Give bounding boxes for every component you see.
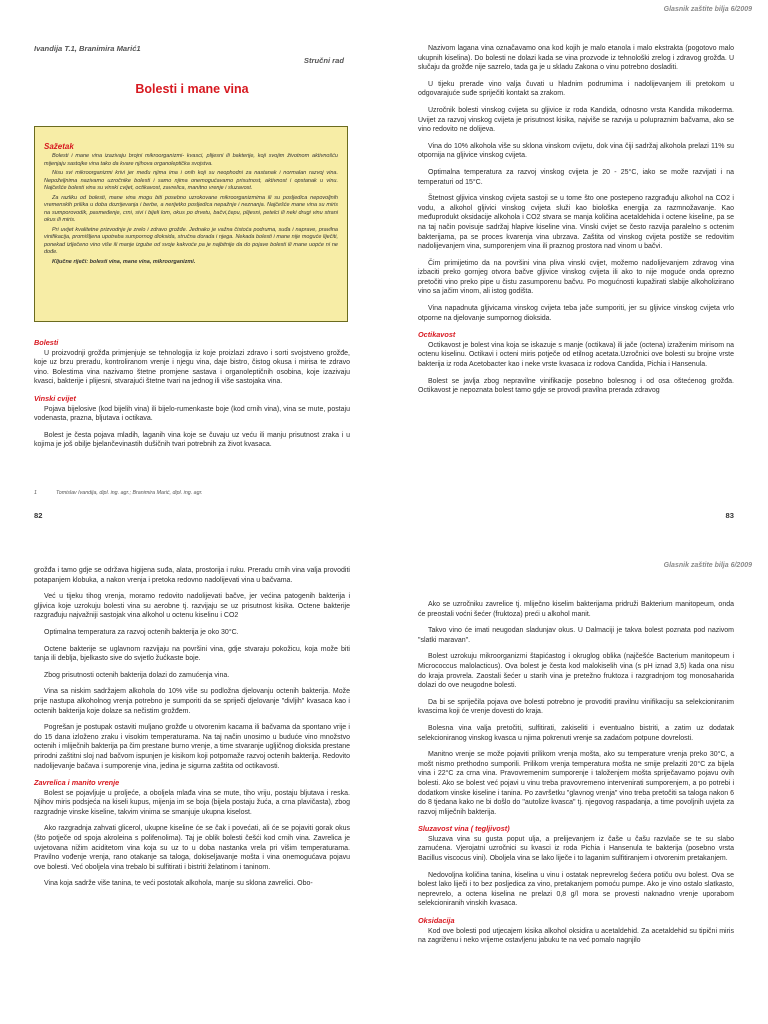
paragraph: Već u tijeku tihog vrenja, moramo redovito nadolijevati bačve, jer većina patogenih bakterija i gljivica koje uzrokuju bolesti vina su aerobne tj. razvijaju se uz prisutnost kisika. Octene bakterije razgrađuju najvažniji sastojak vina alkohol u octenu kiselinu i CO2 [34,593,350,620]
footnote-number: 1 [34,490,37,496]
abstract-box [34,126,348,322]
abstract-paragraph: Za razliku od bolesti, mane vina mogu biti posebno uzrokovane mikroorganizmima ili su posljedica nepovoljnih vremenskih prilika u doba dozrijevanja i berbe, a nerijetko posljedica nepažnje i neznanja. Najčešće mane vina su miris na sumporovodik, pasmeđenje, crni, sivi i bijeli lom, okus po drvetu, bačvi,čepu, plijesni, petelci ili neki drugi vinu strani okus ili miris. [44,194,338,223]
paragraph: Čim primijetimo da na površini vina pliva vinski cvijet, možemo nadolijevanjem zdravog vina izbaciti preko gornjeg otvora bačve gljivice vinskog cvijeta ili ako to nije moguće onda oprezno pretočiti vino preko pipe u čistu zasumporenu bačvu. Po mogućnosti kupažirati slabije alkoholizirano vino sa jačim vinom, ali istog godišta. [418,259,734,296]
paragraph: Uzročnik bolesti vinskog cvijeta su gljivice iz roda Kandida, odnosno vrsta Kandida mikoderma. Uvijet za razvoj vinskog cvijeta je prisutnost kisika, najviše se razvija u polupraznim bačvama, ako se vino redovito ne dolijeva. [418,106,734,134]
page-number: 82 [34,511,43,520]
section-heading: Vinski cvijet [34,393,76,403]
keywords: Ključne riječi: bolesti vina, mane vina, mikroorganizmi. [52,258,196,265]
paragraph: Ako se uzročniku zavrelice tj. mliječno kiselim bakterijama pridruži Bakterium manitopeum, onda će preostali voćni šećer (fruktoza) preći u alkohol manit. [418,601,734,618]
paragraph: Bolest uzrokuju mikroorganizmi štapićastog i okruglog oblika (najčešće Bacterium manitopeum i Micrococcus malolacticus). Ova bolest je česta kod malokiselih vina (s pH iznad 3,5) kada ona nisu do kraja provrela. Zaostali šećer u starih vina je pretežno fruktoza i razgradnjom tog monosaharida dolazi do ove neugodne bolesti. [418,653,734,690]
paragraph: Da bi se spriječila pojava ove bolesti potrebno je provoditi pravilnu vinifikaciju sa selekcioniranim kvascima koji će vrenje dovesti do kraja. [418,698,734,716]
paragraph: Octikavost je bolest vina koja se iskazuje s manje (octikava) ili jače (octena) izraženim mirisom na octenu kiselinu. Octikavi i octeni miris potječe od etilnog acetata.Uzročnici ove bolesti su brojne vrste bakterija iz roda Acetobacter kao i neke vrste kvasaca iz rodova Candida, Pichia i Hansenula. [418,341,734,369]
page-82 [0,0,384,540]
paragraph: Bolesna vina valja pretočiti, sulfitirati, zakiseliti i eventualno bistriti, a zatim uz dodatak selekcioniranog vinskog kvasca u njima pokrenuti vrenje sa zadaćom potpune dovrelosti. [418,724,734,742]
paragraph: Octene bakterije se uglavnom razvijaju na površini vina, gdje stvaraju pokožicu, koja može biti tanja ili deblja, bjelkasto sive do svjetlo žućkaste boje. [34,645,350,663]
paragraph: Pogrešan je postupak ostaviti muljano grožđe u otvorenim kacama ili bačvama da spontano vrije i do 15 dana izloženo zraku i visokim temperaturama. Na taj način unosimo u buduće vino množstvo octenih i mliječnih bakterija pa čim prestane burno vrenje, a time stvaranje ugljičnog dioksida prestane prirodni zaštitni sloj nad bačvom ispunjen je kisikom koji potpomaže razvoj octenih bakterija. Redovito nadolijevanje bačava i sumporenje vina, jedina je sigurna zaštita od octikavosti. [34,724,350,770]
paragraph: U proizvodnji grožđa primjenjuje se tehnologija iz koje proizlazi zdravo i sorti svojstveno grožđe, koje uz brzu preradu, kontroliranom vrenje i njegu vina, daje bistro, čistog okusa i mirisa te zdravo vino. Bolestima vina nazivamo štetne promjene sastava i organoleptičnih osobina, koje izazivaju kvasci, bakterije i plijesni, stvarajući štetne tvari na jednog ili više sastojaka vina. [34,349,350,386]
paragraph: Bolest se javlja zbog nepravilne vinifikacije posebno bolesnog i od osa oštećenog grožđa. Octikavost je nepoznata bolest tamo gdje se provodi pravilna prerada zdravog [418,377,734,395]
paragraph: Štetnost gljivica vinskog cvijeta sastoji se u tome što one postepeno razgrađuju alkohol na CO2 i vodu, a alkohol gljivici vinskog cvijeta služi kao biološka energija za razmnožavanje. Kao međuprodukt oksidacije alkohola i CO2 stvara se manja količina acetaldehida i octene kiseline, pa se na taj način povisuje sadržaj hlapive kiseline vina. Vinski cvijet se često razvija paralelno s octenim bakterijama, pa se proces kvarenja vina ubrzava. Zaštita od vinskog cvijeta postiže se redovitim nadolijevanjem vina, sumporenjem vina ili praznog prostora nad vinom u bačvi. [418,195,734,251]
paragraph: Bolest se pojavljuje u proljeće, a oboljela mlađa vina se mute, tiho vriju, postaju bljutava i reska. Njihov miris podsjeća na kiseli kupus, mijenja im se boja (bijela postaju žuća, a crna plavičasta), zbog razgradnje vinske kiseline, takvim vinima se smanjuje ukupna kiselost. [34,789,350,816]
running-header: Glasnik zaštite bilja 6/2009 [663,562,752,569]
paragraph: Vina napadnuta gljivicama vinskog cvijeta teba jače sumporiti, jer su gljivice vinskog cvijeta vrlo otporne na djelovanje sumpornog dioksida. [418,305,734,322]
section-heading: Zavrelica i manito vrenje [34,778,120,788]
paragraph: Vina koja sadrže više tanina, te veći postotak alkohola, manje su sklona zavrelici. Obo- [44,880,313,888]
abstract-paragraph: Bolesti i mane vina izazivaju brojni mikroorganizmi- kvasci, plijesni ili bakterije, koji svojim životnom aktivnošću mijenjaju sastojke vina tako da kvare njihova organoleptička svojstva. [44,153,338,167]
page-83 [384,0,768,540]
body-column [34,332,350,457]
paragraph: Zbog prisutnosti octenih bakterija dolazi do zamućenja vina. [44,671,230,679]
body-column [418,600,734,953]
paper-type: Stručni rad [303,56,344,65]
abstract-paragraph: Nisu svi mikroorganizmi krivi jer među njima ima i onih koji su neophodni za nastanak i normalan razvoj vina. Nepoželjnima nazivamo uzročnike bolesti i samo njima onemogućavamo prisutnost, aktivnost i opstanak u vinu. Najčešće bolesti vina su vinski cvijet, octikavost, zavrelica, manitno vrenje i sluzavost. [44,170,338,191]
paragraph: Optimalna temperatura za razvoj vinskog cvijeta je 20 - 25°C, iako se može razvijati i na temperaturi od 15°C. [418,168,734,186]
paragraph: Vina sa niskim sadržajem alkohola do 10% više su podložna djelovanju octenih bakterija. Može prije nastupa alkoholnog vrenja potrebno je sumporiti da se spriječi djelovanje "divljih" kvasaca kao i octenih bakterija koje dolaze sa nečistim grožđem. [34,688,350,715]
paragraph: Kod ove bolesti pod utjecajem kisika alkohol oksidira u acetaldehid. Za acetaldehid su tipični miris na zagriženu i neko vrijeme ostavljenu jabuku te na već pomalo nagnjilo [418,927,734,945]
body-column [418,44,734,403]
paragraph: Vina do 10% alkohola više su sklona vinskom cvijetu, dok vina čiji sadržaj alkohola prelazi 11% su otpornija na gljivice vinskog cvijeta. [418,142,734,160]
paragraph: U tijeku prerade vino valja čuvati u hladnim podrumima i nadolijevanjem ili pretokom u odgovarajuće suđe spriječiti kontakt sa zrakom. [418,80,734,98]
running-header: Glasnik zaštite bilja 6/2009 [663,6,752,13]
paragraph: Ako razgradnja zahvati glicerol, ukupne kiseline će se čak i povećati, ali će se pojaviti gorak okus (što potječe od spoja akroleina s polifenolima). Taj je oblik bolesti češći kod crnih vina. Zavrelica je uvjetovana nižim aciditetom vina koja su uz to u doba nastanka vrela pri višim temperaturama. Pravilno vođenje vrenja, rano otakanje sa taloga, dokiseljavanje mošta i vina onemogućava pojavu ove bolesti. Već oboljela vina trebalo bi sulfitirati i bistriti želatinom i taninom. [34,825,350,871]
paragraph: grožđa i tamo gdje se održava higijena suđa, alata, prostorija i ruku. Preradu crnih vina valja provoditi potapanjem klobuka, a nakon vrenja i pretoka redovno nadolijevati vina u bačvama. [34,567,350,584]
section-heading: Oksidacija [418,916,455,926]
authors: Ivandija T.1, Branimira Marić1 [34,44,141,53]
abstract-heading: Sažetak [44,142,74,151]
section-heading: Sluzavost vina ( tegljivost) [418,824,510,834]
paragraph: Takvo vino će imati neugodan sladunjav okus. U Dalmaciji je takva bolest poznata pod nazivom "slatki maravan". [418,627,734,644]
body-column [34,566,350,896]
page-number: 83 [725,511,734,520]
abstract-paragraph: Pri uvijet kvalitetne prizvodnje je zrelo i zdravo grožđe. Jednako je važna čistoća podruma, suđa i naprave, pravilna vinifikacija, promišljena upotreba sumpornog dioksida, stručna dorada i njega. Nekada bolesti i mane nije moguće liječiti, ponekad izlječeno vino više ili manje izgube od svoje kakvoće pa je najbitnije da do pojave bolesti ili mane uopće ni ne dođe. [44,226,338,255]
footnote-text: Tomislav Ivandija, dipl. ing. agr.; Branimira Marić, dipl. ing. agr. [56,490,203,496]
paragraph: Nedovoljna količina tanina, kiselina u vinu i ostatak neprevrelog šećera potiču ovu bolest. Ova se bolest lako liječi i to bez posljedica za vino, pretakanjem pomoću pumpe. Ako je vino ostalo slatkasto, neprevrelo, a octena kiselina ne prelazi 0,8 g/l mora se provesti naknadno vrenje uporabom selekcioniranih vinskih kvasaca. [418,871,734,908]
article-title: Bolesti i mane vina [135,82,249,96]
paragraph: Nazivom lagana vina označavamo ona kod kojih je malo etanola i malo ekstrakta (pogotovo malo ukupnih kiselina). Do bolesti ne dolazi kada se vina prozvode iz tehnološki zrelog i zdravog grožđa. U slučaju da grožđe nije sazrelo, tada ga je u skladu Zakona o vinu potrebno dosladiti. [418,45,734,72]
page-85 [384,556,768,1024]
page-84 [0,556,384,1024]
paragraph: Bolest je česta pojava mladih, laganih vina koje se čuvaju uz veću ili manju prisutnost zraka i u kojima je još obilje bjelančevinastih dušičnih tvari potrebnih za život kvasaca. [34,431,350,449]
paragraph: Pojava bijelosive (kod bijelih vina) ili bijelo-rumenkaste boje (kod crnih vina), vina se mute, postaju vodenasta, prazna, bljutava i octikava. [34,405,350,423]
paragraph: Manitno vrenje se može pojaviti prilikom vrenja mošta, ako su temperature vrenja preko 30°C, a mošt nismo prethodno sumporili. Prilikom vrenja temperatura mošta ne smije prelaziti 20°C za bijela vina i 22°C za crna vina. Pravovremenim sumporenje i taloženjem mošta spriječavamo pojavu ovih bolesti. Ako se bolest već pojavi u vinu treba pravovremeno intervenirati sumporenjem, a po potrebi i dodatkom vinske kiseline i tanina. Po završetku "glavnog vrenja" vino treba pretočiti sa taloga nakon 6 do 8 tjedana kako ne bi došlo do "autolize kvasca" tj. njegovog raspadanja, a time povoljnih uvjeta za razvoj mliječnih bakterija. [418,751,734,816]
footnote [34,490,203,496]
paragraph: Sluzava vina su gusta poput ulja, a prelijevanjem iz čaše u čašu razvlače se te su slabo zamućena. Vjerojatni uzročnici su kvasci iz roda Pichia i Hansenula te bakterija (posebno vrsta Bacillus viscocus vini). Oboljela vina se lako liječe i to laganim sulfitiranjem i otvorenim pretakanjem. [418,835,734,863]
section-heading: Bolesti [34,338,59,347]
section-heading: Octikavost [418,330,456,340]
paragraph: Optimalna temperatura za razvoj octenih bakterija je oko 30°C. [44,628,239,636]
